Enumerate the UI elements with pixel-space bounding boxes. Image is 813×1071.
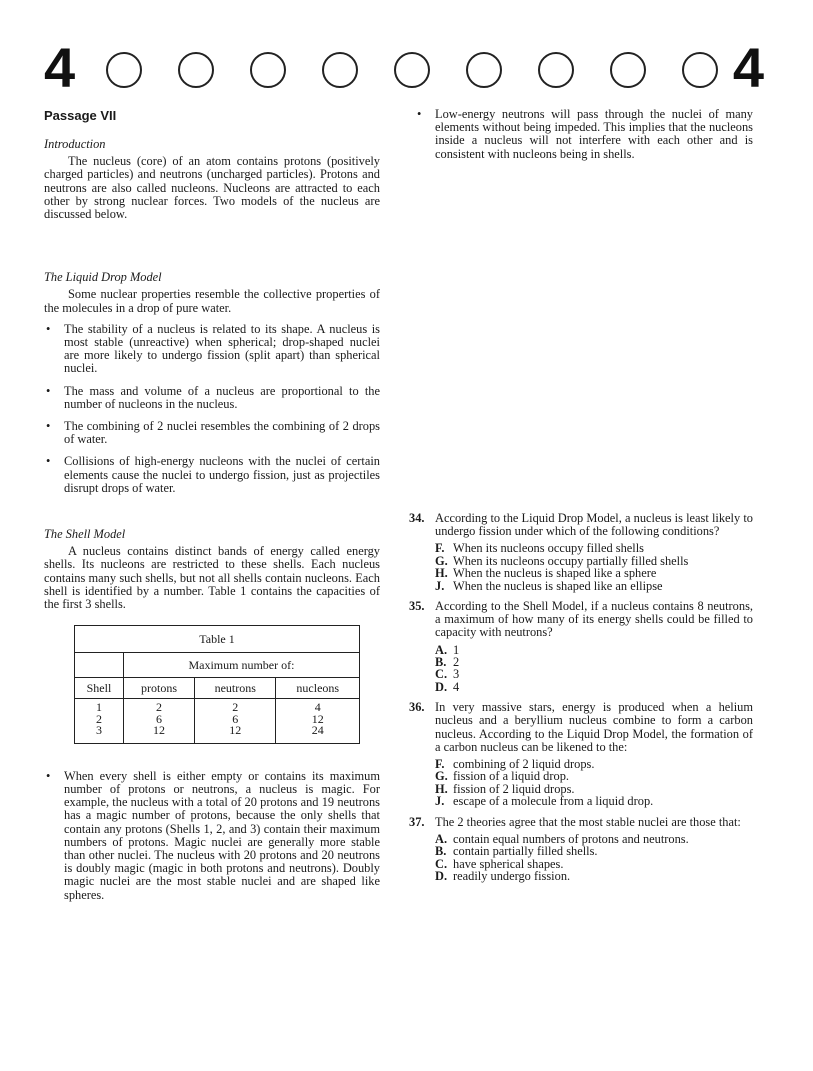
decorative-circle	[682, 52, 718, 88]
decorative-circle	[610, 52, 646, 88]
list-item: • Collisions of high-energy nucleons with the nuclei of certain elements cause the nuclei to undergo fission, just as projectiles disrupt drops of water.	[46, 454, 380, 495]
question-stem: The 2 theories agree that the most stable nuclei are those that:	[435, 814, 741, 829]
answer-option[interactable]: F. When its nucleons occupy filled shells	[435, 541, 644, 556]
question-36: 36. In very massive stars, energy is produced when a helium nucleus and a beryllium nucleus combine to form a carbon nucleus. According to the Liquid Drop Model, the formation of a carbon nucleus can be likened to the: F. combining of 2 liquid drops. G. fission of a liquid drop. H. fission of 2 liquid drops. J. escape of a molecule from a liquid drop.	[409, 700, 753, 809]
answer-option[interactable]: J. escape of a molecule from a liquid drop.	[435, 794, 654, 809]
decorative-circle	[106, 52, 142, 88]
decorative-circle	[538, 52, 574, 88]
question-37: 37. The 2 theories agree that the most stable nuclei are those that: A. contain equal numbers of protons and neutrons. B. contain partially filled shells. C. have spherical shapes. D. readily undergo fission.	[415, 816, 753, 883]
questions-column	[409, 107, 753, 884]
list-item: • The mass and volume of a nucleus are proportional to the number of nucleons in the nucleus.	[46, 383, 380, 411]
answer-option[interactable]: J. When the nucleus is shaped like an ellipse	[435, 578, 663, 593]
liquid-drop-intro: Some nuclear properties resemble the collective properties of the molecules in a drop of pure water.	[44, 287, 380, 315]
section-number-left: 4	[44, 36, 76, 99]
table-header-nucleons: nucleons	[276, 678, 359, 699]
passage-label: Passage VII	[44, 108, 117, 123]
answer-option[interactable]: H. When the nucleus is shaped like a sphere	[435, 566, 657, 581]
intro-title: Introduction	[44, 137, 106, 151]
question-stem: According to the Shell Model, if a nucleus contains 8 neutrons, a maximum of how many of its energy shells could be filled to capacity with neutrons?	[435, 599, 753, 640]
shell-model-bullets	[44, 770, 380, 902]
answer-option[interactable]: H. fission of 2 liquid drops.	[435, 781, 575, 796]
question-34: 34. According to the Liquid Drop Model, a nucleus is least likely to undergo fission under which of the following conditions? F. When its nucleons occupy filled shells G. When its nucleons occupy partially filled shells H. When the nucleus is shaped like a sphere J. When the nucleus is shaped like an ellipse	[409, 511, 753, 593]
table-header-protons: protons	[123, 678, 194, 699]
list-item: • Low-energy neutrons will pass through the nuclei of many elements without being impeded. This implies that the nucleons inside a nucleus will not interfere with each other and is consistent with nucleons being in shells.	[417, 107, 753, 161]
decorative-circle	[250, 52, 286, 88]
passage-column	[44, 108, 380, 911]
answer-option[interactable]: B. contain partially filled shells.	[435, 844, 598, 859]
liquid-drop-title: The Liquid Drop Model	[44, 270, 162, 285]
table-header-neutrons: neutrons	[195, 678, 276, 699]
list-item: • When every shell is either empty or contains its maximum number of protons or neutrons, a nucleus is magic. For example, the nucleus with a total of 20 protons and 19 neutrons has a magic number of protons, because the only shells that contain any protons (Shells 1, 2, and 3) contain their maximum numbers of protons. Magic nuclei are generally more stable than other nuclei. The nucleus with 20 protons and 20 neutrons is doubly magic (magic in both protons and neutrons). Doubly magic nuclei are the most stable nuclei and are shaped like spheres.	[46, 768, 380, 902]
list-item: • The stability of a nucleus is related to its shape. A nucleus is most stable (unreactive) when spherical; drop-shaped nuclei are more likely to undergo fission (split apart) than spherical nuclei.	[46, 321, 380, 376]
table-row: 2 6 6 12	[75, 714, 359, 726]
answer-option[interactable]: C. 3	[435, 667, 460, 682]
table-row: 3 12 12 24	[75, 725, 359, 743]
section-number-right: 4	[732, 36, 764, 99]
answer-option[interactable]: G. When its nucleons occupy partially filled shells	[435, 553, 689, 568]
answer-option[interactable]: B. 2	[435, 655, 460, 670]
question-stem: In very massive stars, energy is produced when a helium nucleus and a beryllium nucleus combine to form a carbon nucleus. According to the Liquid Drop Model, the formation of a carbon nucleus can be likened to the:	[435, 700, 753, 754]
answer-option[interactable]: F. combining of 2 liquid drops.	[435, 757, 595, 772]
shell-model-intro: A nucleus contains distinct bands of energy called energy shells. Its nucleons are restricted to these shells. Each nucleus contains many such shells, but not all shells contain nucleons. Each shell is identified by a number. Table 1 contains the capacities of the first 3 shells.	[44, 544, 380, 612]
decorative-circle	[322, 52, 358, 88]
decorative-circle	[394, 52, 430, 88]
table-group-header: Maximum number of:	[123, 653, 359, 678]
answer-option[interactable]: D. readily undergo fission.	[435, 869, 571, 884]
list-item: • The combining of 2 nuclei resembles the combining of 2 drops of water.	[46, 419, 380, 447]
answer-option[interactable]: A. 1	[435, 642, 460, 657]
table-row: 1 2 2 4	[75, 699, 359, 714]
page-header	[44, 36, 764, 99]
decorative-circle	[466, 52, 502, 88]
answer-option[interactable]: G. fission of a liquid drop.	[435, 769, 569, 784]
shell-model-title: The Shell Model	[44, 527, 126, 542]
table-header-shell: Shell	[75, 678, 123, 699]
decorative-circle	[178, 52, 214, 88]
intro-paragraph: The nucleus (core) of an atom contains protons (positively charged particles) and neutrons (uncharged particles). Protons and neutrons are also called nucleons. Nucleons are attracted to each other by strong nuclear forces. Two models of the nucleus are discussed below.	[44, 154, 380, 222]
question-stem: According to the Liquid Drop Model, a nucleus is least likely to undergo fission under which of the following conditions?	[435, 511, 753, 539]
answer-option[interactable]: A. contain equal numbers of protons and neutrons.	[435, 831, 689, 846]
question-35: 35. According to the Shell Model, if a nucleus contains 8 neutrons, a maximum of how many of its energy shells could be filled to capacity with neutrons? A. 1 B. 2 C. 3 D. 4	[409, 599, 753, 694]
table-1	[74, 625, 360, 744]
question-list	[409, 511, 753, 891]
right-bullets	[415, 108, 753, 161]
answer-option[interactable]: C. have spherical shapes.	[435, 856, 564, 871]
liquid-drop-bullets	[44, 323, 380, 495]
answer-option[interactable]: D. 4	[435, 679, 460, 694]
table-caption: Table 1	[75, 626, 359, 653]
